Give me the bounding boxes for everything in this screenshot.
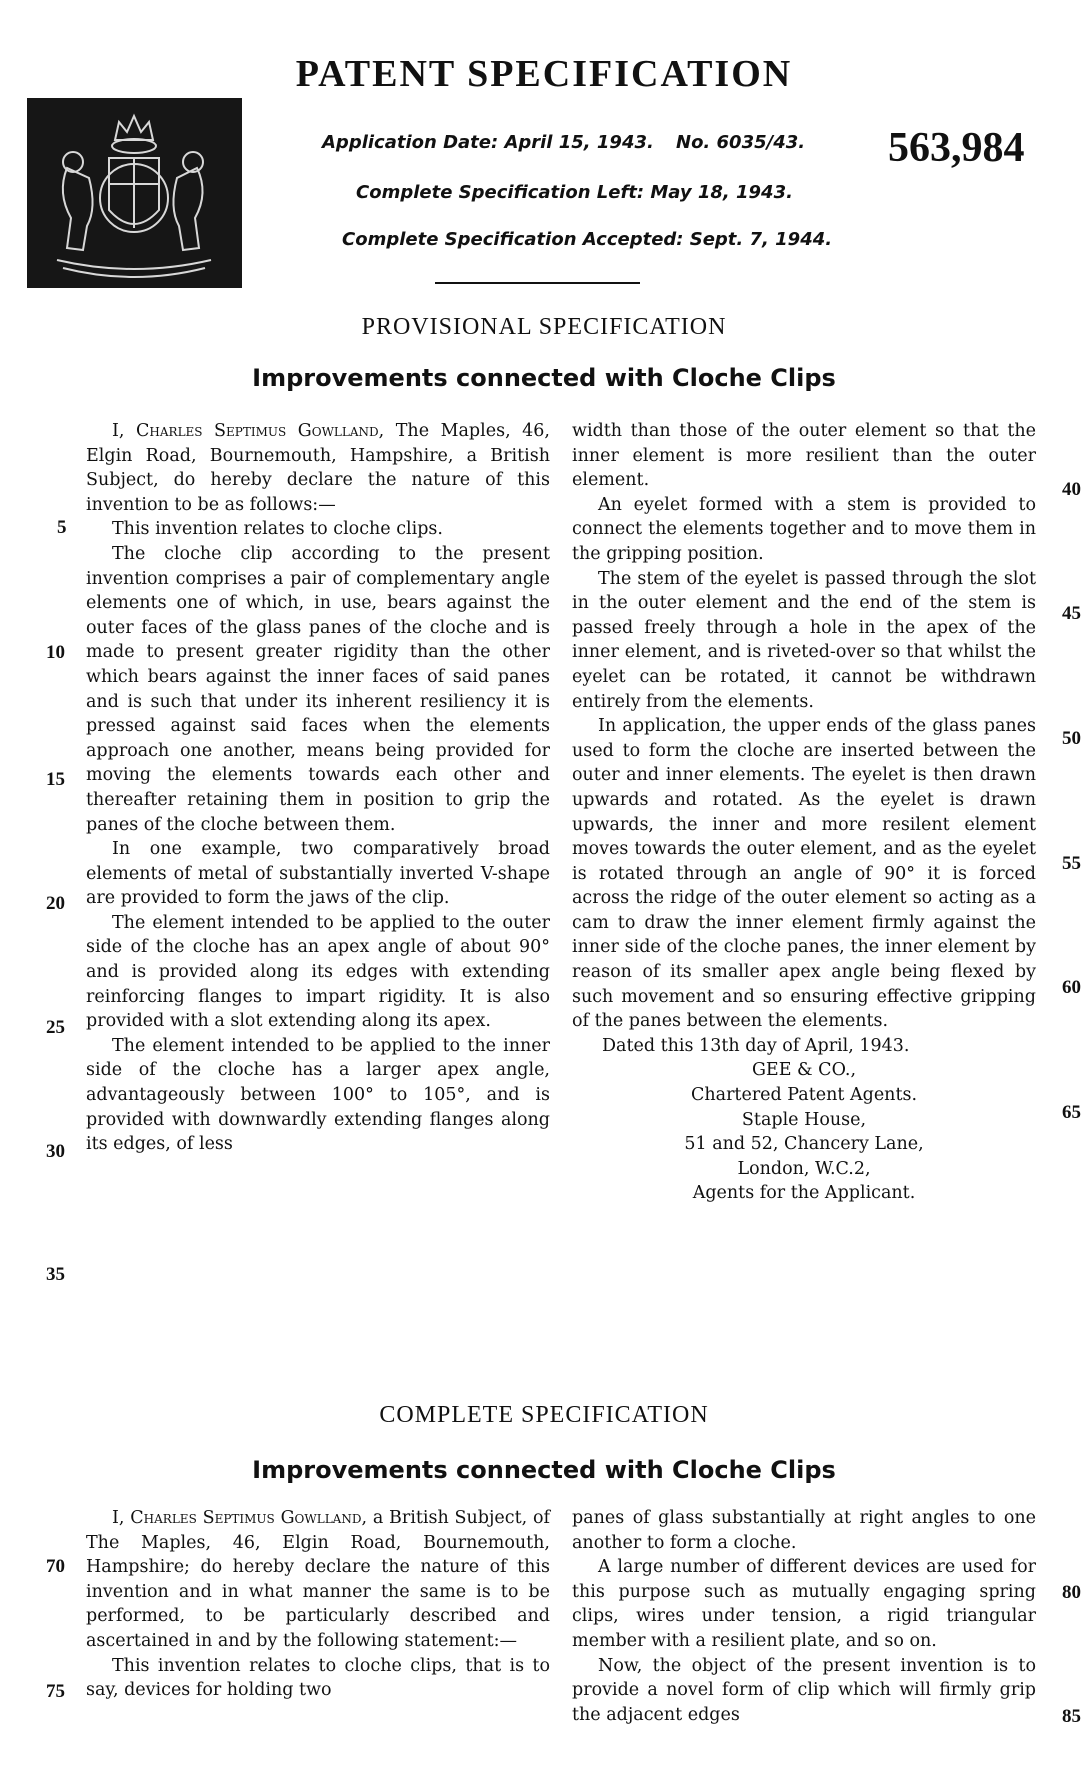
paragraph: I, Charles Septimus Gowlland, The Maples, 46, Elgin Road, Bournemouth, Hampshire, a British Subject, do hereby declare the nature of this invention to be as follows:— [86,421,550,515]
dated-line: Dated this 13th day of April, 1943. [602,1035,910,1056]
document-title: PATENT SPECIFICATION [295,53,793,95]
line-number: 75 [46,1681,65,1702]
provisional-right-column [572,419,1036,1206]
line-number: 5 [57,517,67,538]
agent-address-line: Staple House, [741,1109,867,1130]
crest-icon [27,98,242,288]
paragraph: Now, the object of the present invention is to provide a novel form of clip which will firmly grip the adjacent edges [572,1655,1036,1725]
complete-section-title: COMPLETE SPECIFICATION [379,1402,709,1428]
agent-name: GEE & CO., [751,1060,857,1081]
paragraph: The element intended to be applied to the outer side of the cloche has an apex angle of about 90° and is provided along its edges with extending reinforcing flanges to impart rigidity. It is also provided with a slot extending along its apex. [86,912,550,1032]
paragraph: The element intended to be applied to the inner side of the cloche has a larger apex angle, advantageously between 100° to 105°, and is provided with downwardly extending flanges along its edges, of less [86,1035,550,1155]
line-number: 55 [1062,853,1081,874]
line-number: 25 [46,1017,65,1038]
line-number: 80 [1062,1582,1081,1603]
application-date: Application Date: April 15, 1943. [322,132,654,153]
paragraph: This invention relates to cloche clips, that is to say, devices for holding two [86,1655,550,1701]
line-number: 60 [1062,977,1081,998]
paragraph: The cloche clip according to the present invention comprises a pair of complementary angle elements one of which, in use, bears against the outer faces of the glass panes of the cloche and is made to present greater rigidity than the other which bears against the inner faces of said panes and is such that under its inherent resiliency it is pressed against said faces when the elements approach one another, means being provided for moving the elements towards each other and thereafter retaining them in position to grip the panes of the cloche between them. [86,543,550,835]
applicant-name: Charles Septimus Gowlland [136,421,379,441]
paragraph-rest: , The Maples, 46, Elgin Road, Bournemouth, Hampshire, a British Subject, do hereby declare the nature of this invention to be as follows:— [86,421,550,515]
provisional-heading: Improvements connected with Cloche Clips [252,364,836,392]
complete-right-column [572,1506,1036,1727]
agent-address-line: London, W.C.2, [737,1158,871,1179]
paragraph: In application, the upper ends of the glass panes used to form the cloche are inserted between the outer and inner elements. The eyelet is then drawn upwards and rotated. As the eyelet is drawn upwards, the inner and more resilent element moves towards the outer element, and as the eyelet is rotated through an angle of 90° it is forced across the ridge of the outer element so acting as a cam to draw the inner element firmly against the inner side of the cloche panes, the inner element by reason of its smaller apex angle being flexed by such movement and so ensuring effective gripping of the panes between the elements. [572,716,1036,1032]
complete-specification-left: Complete Specification Left: May 18, 1943. [356,182,793,203]
line-number: 30 [46,1141,65,1162]
paragraph: width than those of the outer element so that the inner element is more resilient than the outer element. [572,421,1036,491]
line-number: 45 [1062,603,1081,624]
line-number: 65 [1062,1102,1081,1123]
line-number: 70 [46,1556,65,1577]
line-number: 85 [1062,1706,1081,1727]
agent-title: Chartered Patent Agents. [690,1085,918,1106]
paragraph: This invention relates to cloche clips. [112,519,443,540]
line-number: 10 [46,642,65,663]
paragraph: I, Charles Septimus Gowlland, a British Subject, of The Maples, 46, Elgin Road, Bournemouth, Hampshire; do hereby declare the nature of this invention and in what manner the same is to be performed, to be particularly described and ascertained in and by the following statement:— [86,1508,550,1651]
paragraph: In one example, two comparatively broad elements of metal of substantially inverted V-shape are provided to form the jaws of the clip. [86,839,550,909]
applicant-name: Charles Septimus Gowlland [130,1508,362,1528]
application-number: No. 6035/43. [676,132,806,153]
agent-role: Agents for the Applicant. [692,1183,916,1204]
complete-left-column [86,1506,550,1703]
complete-heading: Improvements connected with Cloche Clips [252,1456,836,1484]
line-number: 20 [46,893,65,914]
royal-coat-of-arms [27,98,242,288]
line-number: 15 [46,769,65,790]
agent-address-line: 51 and 52, Chancery Lane, [684,1134,924,1155]
paragraph-rest: , a British Subject, of The Maples, 46, Elgin Road, Bournemouth, Hampshire; do hereby declare the nature of this invention and in what manner the same is to be performed, to be particularly described and ascertained in and by the following statement:— [86,1508,550,1651]
line-number: 50 [1062,728,1081,749]
complete-specification-accepted: Complete Specification Accepted: Sept. 7, 1944. [342,229,833,250]
patent-number: 563,984 [888,125,1025,171]
paragraph: A large number of different devices are used for this purpose such as mutually engaging spring clips, wires under tension, a rigid triangular member with a resilient plate, and so on. [572,1557,1036,1651]
paragraph: The stem of the eyelet is passed through the slot in the outer element and the end of the stem is passed freely through a hole in the apex of the inner element, and is riveted-over so that whilst the eyelet can be rotated, it cannot be withdrawn entirely from the elements. [572,568,1036,712]
line-number: 40 [1062,479,1081,500]
provisional-section-title: PROVISIONAL SPECIFICATION [361,314,727,340]
paragraph: panes of glass substantially at right angles to one another to form a cloche. [572,1508,1036,1553]
provisional-left-column [86,419,550,1157]
header-divider [435,282,640,284]
line-number: 35 [46,1264,65,1285]
paragraph: An eyelet formed with a stem is provided to connect the elements together and to move them in the gripping position. [572,494,1036,564]
